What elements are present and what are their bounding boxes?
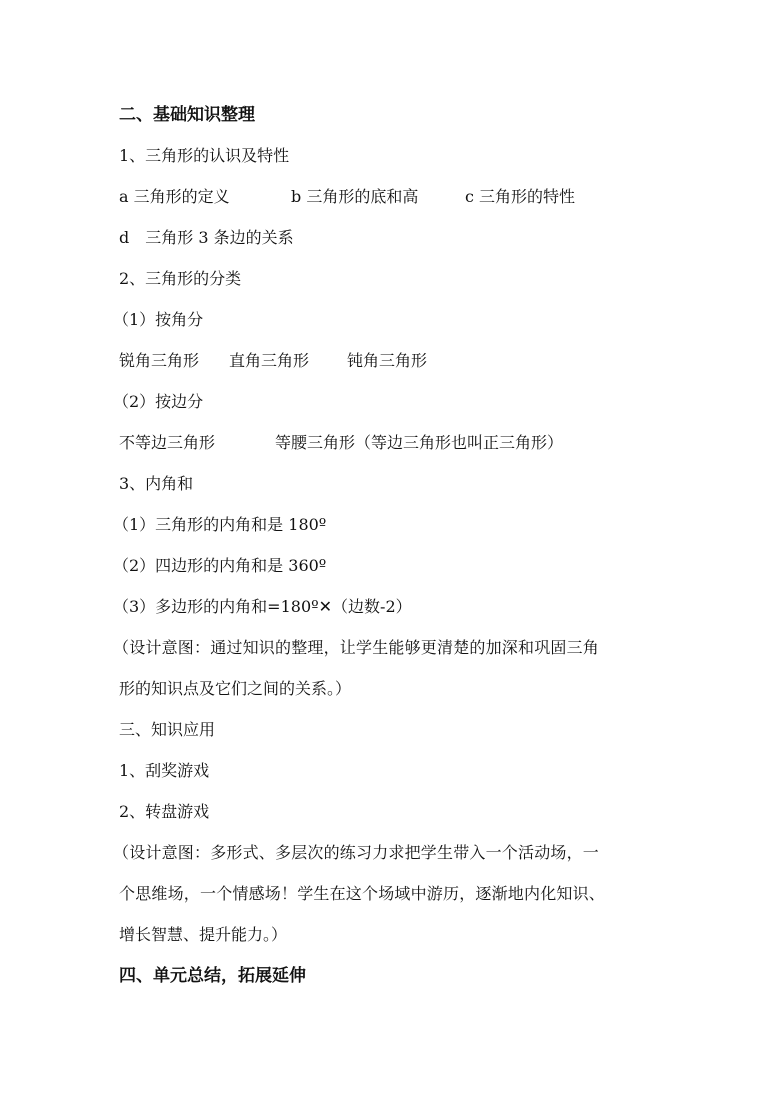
subitem-d: d 三角形 3 条边的关系	[119, 228, 294, 247]
right-triangle: 直角三角形	[229, 351, 310, 370]
design-intent-2-line-3: 增长智慧、提升能力。）	[119, 925, 288, 944]
triangle-angle-sum: （1）三角形的内角和是 180º	[113, 515, 327, 534]
side-types	[119, 432, 563, 454]
topic-1-subitems	[119, 186, 575, 208]
classify-by-side: （2）按边分	[113, 392, 204, 411]
design-intent-2-line-2: 个思维场，一个情感场！学生在这个场域中游历，逐渐地内化知识、	[119, 884, 606, 903]
section-3-heading: 三、知识应用	[119, 720, 216, 739]
quadrilateral-angle-sum: （2）四边形的内角和是 360º	[113, 556, 327, 575]
topic-2-title: 2、三角形的分类	[119, 269, 242, 288]
obtuse-triangle: 钝角三角形	[347, 351, 428, 370]
topic-1-title: 1、三角形的认识及特性	[119, 146, 290, 165]
section-2-heading: 二、基础知识整理	[119, 105, 255, 125]
classify-by-angle: （1）按角分	[113, 310, 204, 329]
subitem-c: c 三角形的特性	[465, 187, 576, 206]
acute-triangle: 锐角三角形	[119, 351, 200, 370]
subitem-a: a 三角形的定义	[119, 187, 230, 206]
subitem-b: b 三角形的底和高	[291, 187, 419, 206]
design-intent-2-line-1: （设计意图：多形式、多层次的练习力求把学生带入一个活动场，一	[113, 843, 600, 862]
design-intent-1-line-2: 形的知识点及它们之间的关系。）	[119, 679, 352, 698]
polygon-angle-sum: （3）多边形的内角和=180º✕（边数-2）	[113, 597, 412, 616]
activity-1: 1、刮奖游戏	[119, 761, 210, 780]
design-intent-1-line-1: （设计意图：通过知识的整理，让学生能够更清楚的加深和巩固三角	[113, 638, 600, 657]
scalene-triangle: 不等边三角形	[119, 433, 216, 452]
angle-types	[119, 350, 427, 372]
topic-3-title: 3、内角和	[119, 474, 194, 493]
section-4-heading: 四、单元总结，拓展延伸	[119, 966, 306, 986]
isosceles-triangle: 等腰三角形（等边三角形也叫正三角形）	[275, 433, 564, 452]
activity-2: 2、转盘游戏	[119, 802, 210, 821]
